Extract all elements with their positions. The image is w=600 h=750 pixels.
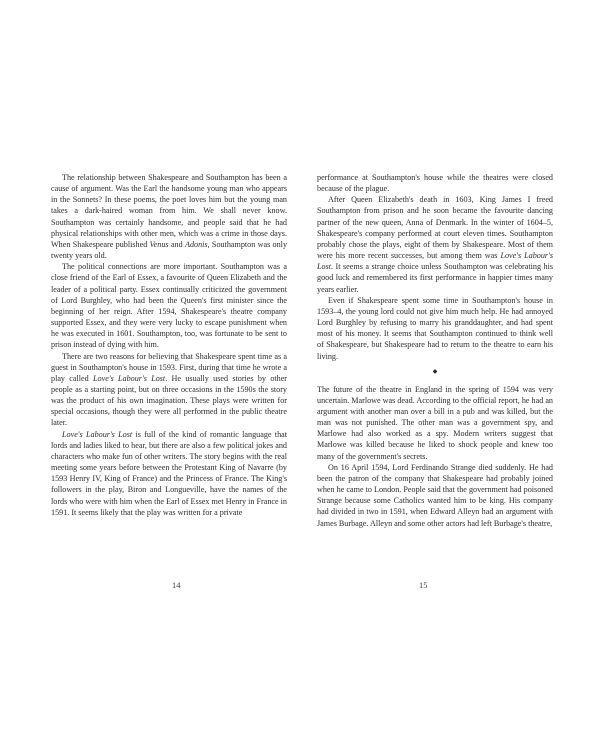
section-break-diamond: ◆ — [432, 369, 438, 376]
italic-title: Venus — [149, 239, 169, 249]
left-paragraph-1: The relationship between Shakespeare and Southampton has been a cause of argument. Was the Earl the handsome young man who appears in the Sonnets? In these poems, the poet loves him but the young man takes a dark-haired woman from him. We shall never know. Southampton was certainly handsome, and people said that he had physical relationships with other men, which was a crime in those days. When Shakespeare published Venus and Adonis, Southampton was only twenty years old. — [51, 173, 288, 261]
right-paragraph-3: Even if Shakespeare spent some time in Southampton's house in 1593–4, the young lord could not give him much help. He had annoyed Lord Burghley by refusing to marry his granddaughter, and had spent most of his money. It seems that Southampton continued to think well of Shakespeare, but Shakespeare had to return to the theatre to earn his living. — [317, 295, 553, 361]
right-page-text-column — [317, 172, 553, 529]
right-page — [300, 0, 600, 750]
left-paragraph-4: Love's Labour's Lost is full of the kind of romantic language that lords and ladies liked to hear, but there are also a few political jokes and characters who make fun of other writers. The story begins with the real meeting some years before between the Protestant King of Navarre (by 1593 Henry IV, King of France) and the Princess of France. The King's followers in the play, Biron and Longueville, have the names of the lords who were with him when the Earl of Essex met Henry in France in 1591. It seems likely that the play was written for a private — [51, 429, 287, 517]
right-paragraph-5: On 16 April 1594, Lord Ferdinando Strange died suddenly. He had been the patron of the company that Shakespeare had probably joined when he came to London. People said that the government had poisoned Strange because some Catholics wanted him to be king. His company had divided in two in 1591, when Edward Alleyn had an argument with James Burbage. Alleyn and some other actors had left Burbage's theatre, — [317, 462, 553, 528]
italic-title: Love's Labour's Lost — [62, 429, 133, 439]
left-page-text-column — [51, 172, 287, 518]
italic-title: Love's Labour's Lost — [317, 251, 553, 272]
right-paragraph-1: performance at Southampton's house while the theatres were closed because of the plague. — [317, 173, 553, 194]
right-paragraph-4: The future of the theatre in England in the spring of 1594 was very uncertain. Marlowe was dead. According to the official report, he had an argument with another man over a bill in a pub and was killed, but the man was not punished. The other man was a government spy, and Marlowe had also worked as a spy. Modern writers suggest that Marlowe was killed because he liked to shock people and knew too many of the government's secrets. — [317, 384, 553, 461]
italic-title: Adonis — [184, 239, 208, 249]
right-paragraph-2: After Queen Elizabeth's death in 1603, King James I freed Southampton from prison and he soon became the favourite dancing partner of the new queen, Anna of Denmark. In the winter of 1604–5, Shakespeare's company performed at court eleven times. Southampton probably chose the plays, eight of them by Shakespeare. Most of them were his more recent successes, but among them was Love's Labour's Lost. It seems a strange choice unless Southampton was celebrating his good luck and remembered its first performance in happier times many years earlier. — [317, 195, 553, 294]
left-paragraph-2: The political connections are more important. Southampton was a close friend of the Earl of Essex, a favourite of Queen Elizabeth and the leader of a political party. Essex continually criticized the government of Lord Burghley, who had been the Queen's first minister since the beginning of her reign. After 1594, Shakespeare's theatre company supported Essex, and they were very lucky to escape punishment when he was executed in 1601. Southampton, too, was fortunate to be sent to prison instead of dying with him. — [51, 262, 287, 350]
right-page-number: 15 — [419, 580, 428, 590]
left-page-number: 14 — [172, 580, 181, 590]
left-paragraph-3: There are two reasons for believing that Shakespeare spent time as a guest in Southampton's house in 1593. First, during that time he wrote a play called Love's Labour's Lost. He usually used stories by other people as a starting point, but on three occasions in the 1590s the story was the product of his own imagination. These plays were written for special occasions, though they were all performed in the public theatre later. — [51, 351, 288, 428]
italic-title: Love's Labour's Lost — [93, 373, 166, 383]
